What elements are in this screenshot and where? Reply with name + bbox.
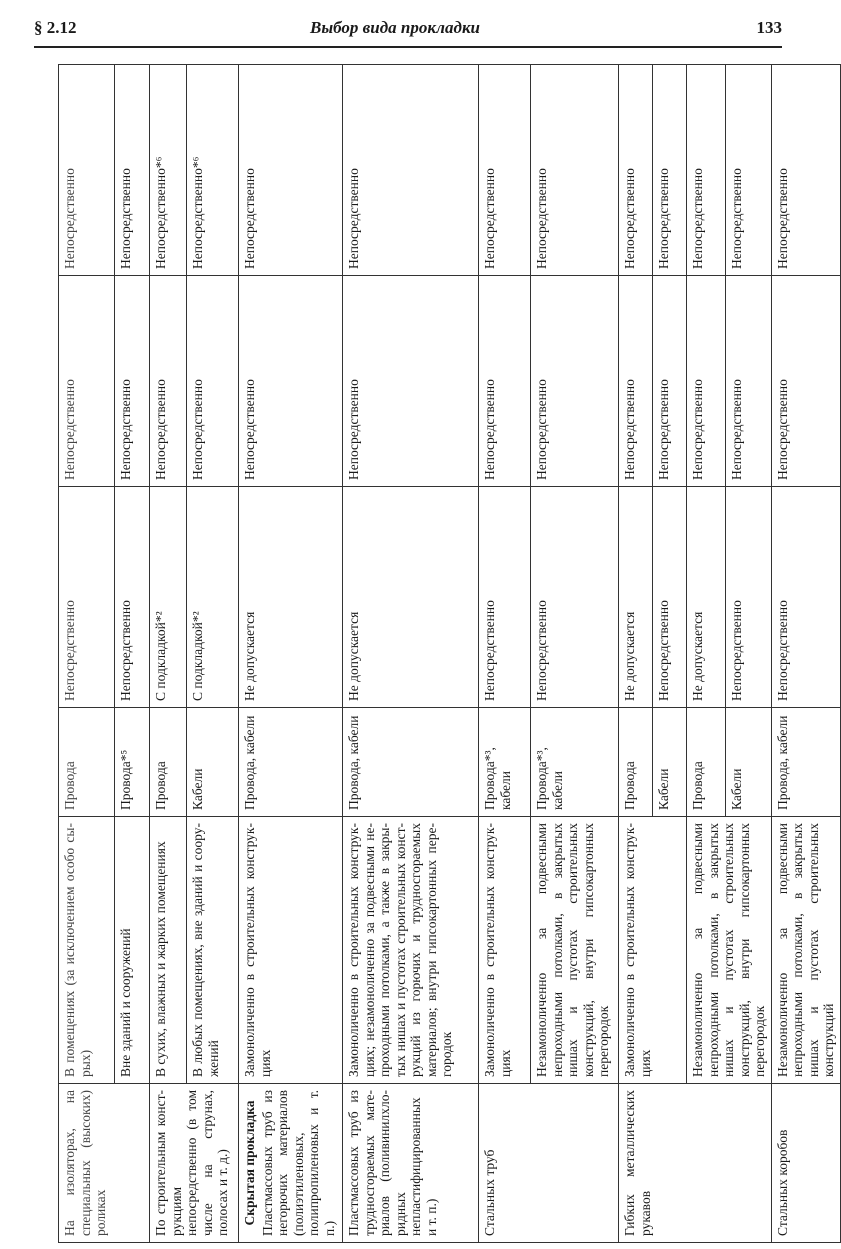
table-row xyxy=(59,65,115,1243)
wires-cell: Кабели xyxy=(653,708,687,817)
value-cell: Непосредственно xyxy=(726,276,771,487)
table-row xyxy=(115,65,150,1243)
value-cell: С подкладкой*² xyxy=(150,487,187,708)
value-cell: Непосредственно*⁶ xyxy=(150,65,187,276)
method-cell: Стальных труб xyxy=(479,1084,619,1243)
condition-cell: Замоноличенно в строительных конструкциях xyxy=(479,817,531,1084)
table-row xyxy=(619,65,653,1243)
method-text: Пластмассовых труб из негорючих материалов (полиэтиленовых, полипропиленовых и т. п.) xyxy=(259,1090,337,1236)
value-cell: Непосредственно xyxy=(531,487,619,708)
value-cell: Непосредственно xyxy=(687,65,726,276)
value-cell: Непосредственно xyxy=(59,276,115,487)
page-header xyxy=(34,10,782,48)
value-cell: Непосредственно xyxy=(187,276,239,487)
condition-cell: Незамоноличенно за подвесными непроходными потолками, в закрытых нишах и пустотах строительных конструкций, внутри гипсокартонных перегородок xyxy=(531,817,619,1084)
value-cell: Непосредственно xyxy=(771,65,840,276)
value-cell: Непосредственно xyxy=(771,487,840,708)
condition-cell: Замоноличенно в строительных конструкциях xyxy=(239,817,343,1084)
value-cell: Непосредственно xyxy=(115,276,150,487)
value-cell: Непосредственно xyxy=(479,65,531,276)
value-cell: Непосредственно xyxy=(531,276,619,487)
method-cell: На изоляторах, на специальных (высоких) роликах xyxy=(59,1084,150,1243)
method-cell: По строительным конструкциям непосредственно (в том числе на струнах, полосах и т. д.) xyxy=(150,1084,239,1243)
value-cell: Непосредственно xyxy=(726,487,771,708)
condition-cell: В помещениях (за исключением особо сырых) xyxy=(59,817,115,1084)
condition-cell: Незамоноличенно за подвесными непроходными потолками, в закрытых нишах и пустотах строительных конструкций, внутри гипсокартонных перегородок xyxy=(687,817,772,1084)
condition-cell: Замоноличенно в строительных конструкциях xyxy=(619,817,687,1084)
section-number: § 2.12 xyxy=(34,18,77,37)
method-cell: Стальных коробов xyxy=(771,1084,840,1243)
value-cell: Непосредственно xyxy=(771,276,840,487)
table-row xyxy=(150,65,187,1243)
value-cell: Непосредственно xyxy=(653,487,687,708)
condition-cell: Незамоноличенно за подвесными непроходными потолками, в закрытых нишах и пустотах строительных конструкций xyxy=(771,817,840,1084)
condition-cell: В любых помещениях, вне зданий и сооружений xyxy=(187,817,239,1084)
method-cell: Пластмассовых труб из трудносгораемых материалов (поливинилхлоридных непластифицированных и т. п.) xyxy=(343,1084,479,1243)
condition-cell: В сухих, влажных и жарких помещениях xyxy=(150,817,187,1084)
wires-cell: Провода*³, кабели xyxy=(531,708,619,817)
value-cell: Не допускается xyxy=(343,487,479,708)
value-cell: Непосредственно xyxy=(239,65,343,276)
method-cell xyxy=(239,1084,343,1243)
wires-cell: Провода xyxy=(150,708,187,817)
condition-cell: Замоноличенно в строительных конструкциях; незамоноличенно за подвесными непроходными потолками, а также в закрытых нишах и пустотах строительных конструкций из горючих и трудносгораемых материалов; внутри гипсокартонных перегородок xyxy=(343,817,479,1084)
value-cell: Непосредственно xyxy=(726,65,771,276)
value-cell: Непосредственно xyxy=(150,276,187,487)
wires-cell: Провода xyxy=(687,708,726,817)
wires-cell: Провода, кабели xyxy=(771,708,840,817)
condition-cell: Вне зданий и сооружений xyxy=(115,817,150,1084)
value-cell: Непосредственно xyxy=(115,65,150,276)
wires-cell: Провода*³, кабели xyxy=(479,708,531,817)
value-cell: Непосредственно xyxy=(239,276,343,487)
value-cell: Не допускается xyxy=(239,487,343,708)
wiring-methods-table xyxy=(58,64,841,1243)
value-cell: Непосредственно xyxy=(619,276,653,487)
wires-cell: Кабели xyxy=(187,708,239,817)
value-cell: Непосредственно xyxy=(59,487,115,708)
table-row xyxy=(479,65,531,1243)
value-cell: Непосредственно xyxy=(619,65,653,276)
wires-cell: Провода xyxy=(59,708,115,817)
hidden-wiring-heading: Скрытая прокладка xyxy=(242,1100,257,1226)
wires-cell: Провода, кабели xyxy=(343,708,479,817)
value-cell: Непосредственно xyxy=(343,65,479,276)
wires-cell: Провода xyxy=(619,708,653,817)
wires-cell: Провода, кабели xyxy=(239,708,343,817)
rotated-table-container xyxy=(58,65,837,1243)
table-row xyxy=(771,65,840,1243)
value-cell: Непосредственно*⁶ xyxy=(187,65,239,276)
value-cell: С подкладкой*² xyxy=(187,487,239,708)
table-row xyxy=(687,65,726,1243)
table-row xyxy=(531,65,619,1243)
value-cell: Непосредственно xyxy=(479,487,531,708)
value-cell: Не допускается xyxy=(619,487,653,708)
value-cell: Непосредственно xyxy=(479,276,531,487)
value-cell: Непосредственно xyxy=(343,276,479,487)
value-cell: Непосредственно xyxy=(115,487,150,708)
running-title: Выбор вида прокладки xyxy=(310,18,481,37)
value-cell: Непосредственно xyxy=(653,65,687,276)
wires-cell: Кабели xyxy=(726,708,771,817)
table-row xyxy=(187,65,239,1243)
wires-cell: Провода*⁵ xyxy=(115,708,150,817)
method-cell: Гибких металлических рукавов xyxy=(619,1084,772,1243)
value-cell: Непосредственно xyxy=(687,276,726,487)
page-number: 133 xyxy=(756,18,782,37)
table-row xyxy=(239,65,343,1243)
table-row xyxy=(343,65,479,1243)
value-cell: Не допускается xyxy=(687,487,726,708)
value-cell: Непосредственно xyxy=(59,65,115,276)
value-cell: Непосредственно xyxy=(531,65,619,276)
value-cell: Непосредственно xyxy=(653,276,687,487)
